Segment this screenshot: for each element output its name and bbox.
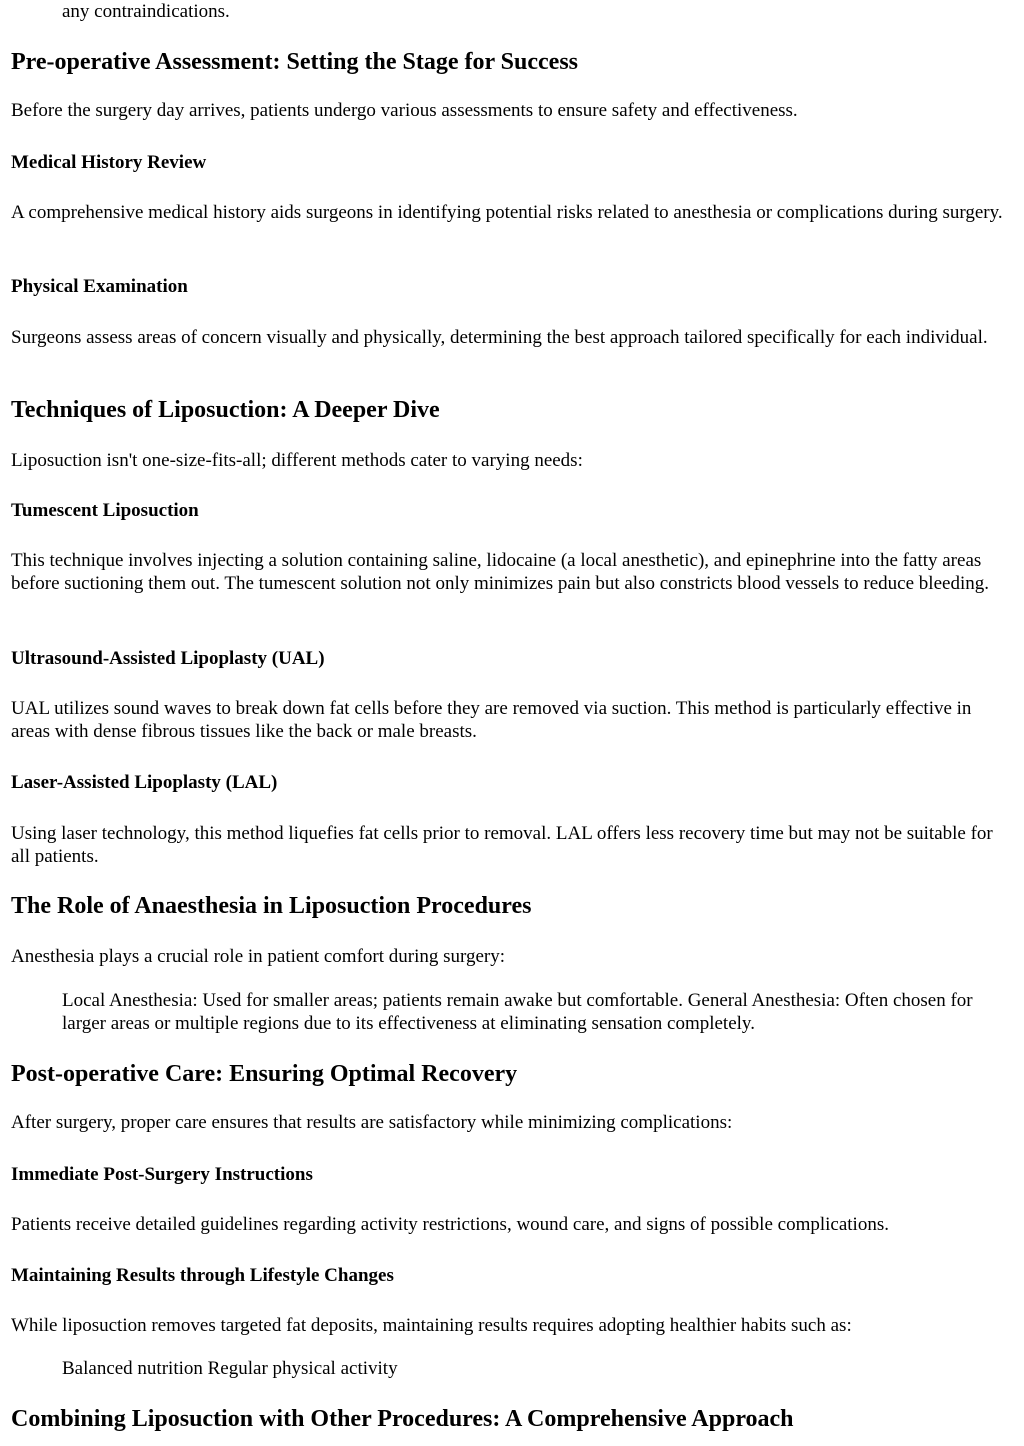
paragraph-lal: Using laser technology, this method liquefies fat cells prior to removal. LAL offers less recovery time but may not be suitable for all patients. [11, 823, 993, 867]
paragraph-anaesthesia-intro: Anesthesia plays a crucial role in patient comfort during surgery: [11, 946, 506, 967]
paragraph-physical-exam: Surgeons assess areas of concern visually and physically, determining the best approach tailored specifically for each individual. [11, 327, 988, 348]
blockquote-anaesthesia-types: Local Anesthesia: Used for smaller areas; patients remain awake but comfortable. General Anesthesia: Often chosen for larger areas or multiple regions due to its effectiveness at eliminating sensation completely. [62, 990, 973, 1034]
section-heading-combining: Combining Liposuction with Other Procedures: A Comprehensive Approach [11, 1406, 794, 1432]
continued-quote-fragment: any contraindications. [62, 1, 230, 22]
paragraph-ual: UAL utilizes sound waves to break down fat cells before they are removed via suction. This method is particularly effective in areas with dense fibrous tissues like the back or male breasts. [11, 698, 972, 742]
paragraph-techniques-intro: Liposuction isn't one-size-fits-all; different methods cater to varying needs: [11, 450, 583, 471]
subheading-tumescent: Tumescent Liposuction [11, 500, 199, 521]
subheading-medical-history: Medical History Review [11, 152, 207, 173]
section-heading-anaesthesia: The Role of Anaesthesia in Liposuction Procedures [11, 893, 532, 919]
subheading-ual: Ultrasound-Assisted Lipoplasty (UAL) [11, 648, 325, 669]
section-heading-techniques: Techniques of Liposuction: A Deeper Dive [11, 397, 440, 423]
paragraph-tumescent: This technique involves injecting a solution containing saline, lidocaine (a local anesthetic), and epinephrine into the fatty areas before suctioning them out. The tumescent solution not only minimizes pain but also constricts blood vessels to reduce bleeding. [11, 550, 989, 594]
section-heading-postop: Post-operative Care: Ensuring Optimal Recovery [11, 1061, 518, 1087]
subheading-immediate-instructions: Immediate Post-Surgery Instructions [11, 1164, 313, 1185]
paragraph-preop-intro: Before the surgery day arrives, patients undergo various assessments to ensure safety and effectiveness. [11, 100, 798, 121]
subheading-physical-exam: Physical Examination [11, 276, 188, 297]
paragraph-immediate-instructions: Patients receive detailed guidelines regarding activity restrictions, wound care, and signs of possible complications. [11, 1214, 889, 1235]
section-heading-preop: Pre-operative Assessment: Setting the Stage for Success [11, 49, 579, 75]
paragraph-postop-intro: After surgery, proper care ensures that results are satisfactory while minimizing complications: [11, 1112, 733, 1133]
subheading-lifestyle-changes: Maintaining Results through Lifestyle Changes [11, 1265, 394, 1286]
blockquote-healthy-habits: Balanced nutrition Regular physical activity [62, 1358, 398, 1379]
paragraph-medical-history: A comprehensive medical history aids surgeons in identifying potential risks related to anesthesia or complications during surgery. [11, 202, 1003, 223]
subheading-lal: Laser-Assisted Lipoplasty (LAL) [11, 772, 278, 793]
paragraph-lifestyle-changes: While liposuction removes targeted fat deposits, maintaining results requires adopting healthier habits such as: [11, 1315, 852, 1336]
